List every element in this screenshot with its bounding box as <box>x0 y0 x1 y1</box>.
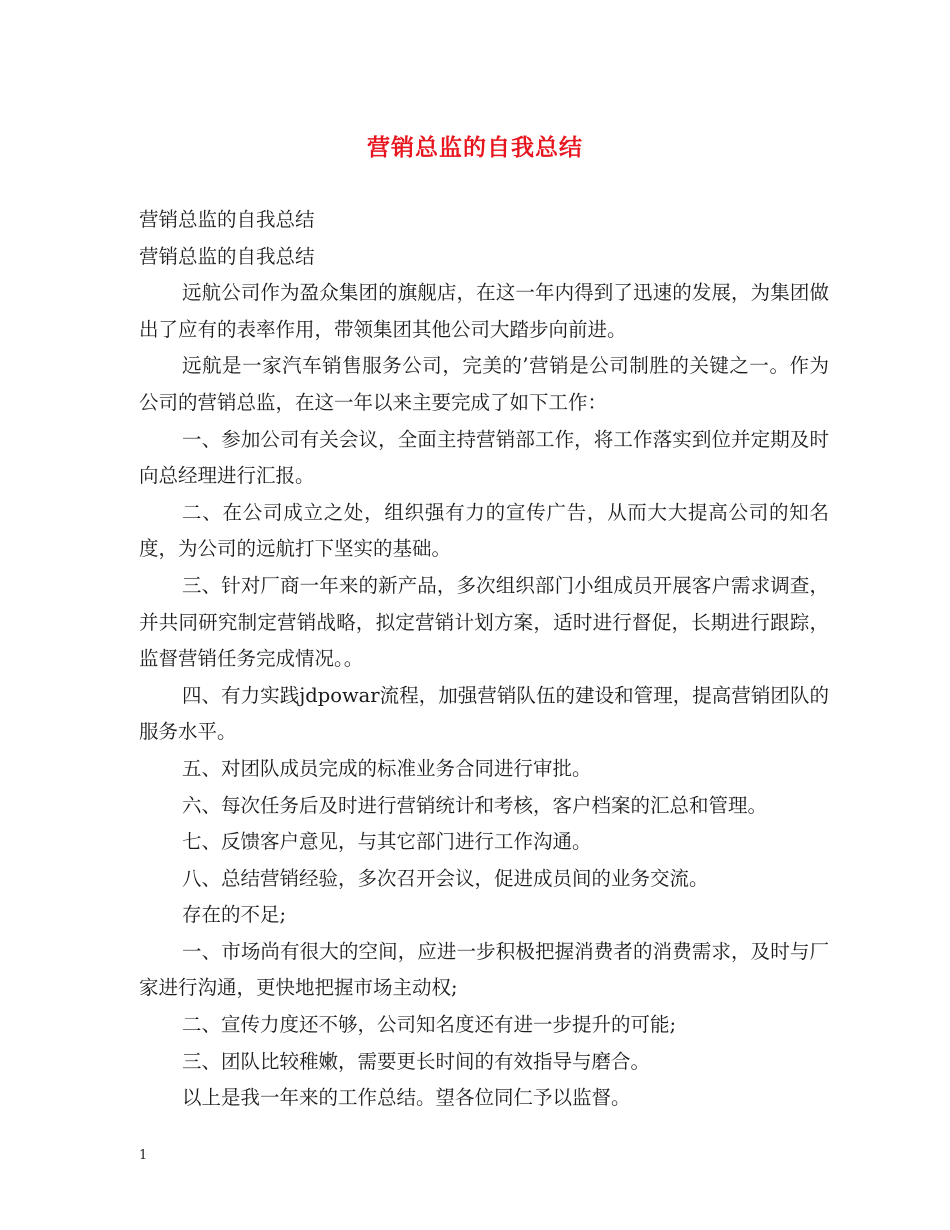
paragraph: 四、有力实践jdpowar流程，加强营销队伍的建设和管理，提高营销团队的服务水平。 <box>139 683 829 744</box>
paragraph: 二、在公司成立之处，组织强有力的宣传广告，从而大大提高公司的知名度，为公司的远航打下坚实的基础。 <box>139 500 829 561</box>
paragraph: 一、市场尚有很大的空间，应进一步积极把握消费者的消费需求，及时与厂家进行沟通，更快地把握市场主动权; <box>139 939 829 1000</box>
document-body <box>139 202 829 1117</box>
paragraph: 六、每次任务后及时进行营销统计和考核，客户档案的汇总和管理。 <box>182 793 768 817</box>
paragraph: 远航公司作为盈众集团的旗舰店，在这一年内得到了迅速的发展，为集团做出了应有的表率作用，带领集团其他公司大踏步向前进。 <box>139 281 829 341</box>
paragraph: 二、宣传力度还不够，公司知名度还有进一步提升的可能; <box>182 1013 677 1037</box>
paragraph: 一、参加公司有关会议，全面主持营销部工作，将工作落实到位并定期及时向总经理进行汇报。 <box>139 427 829 488</box>
paragraph: 存在的不足; <box>182 903 287 927</box>
page-number: 1 <box>139 1148 148 1163</box>
document-title: 营销总监的自我总结 <box>367 134 583 161</box>
paragraph: 三、针对厂商一年来的新产品，多次组织部门小组成员开展客户需求调查，并共同研究制定营销战略，拟定营销计划方案，适时进行督促，长期进行跟踪，监督营销任务完成情况。。 <box>139 573 829 671</box>
paragraph: 八、总结营销经验，多次召开会议，促进成员间的业务交流。 <box>182 866 709 890</box>
paragraph: 三、团队比较稚嫩，需要更长时间的有效指导与磨合。 <box>182 1049 651 1073</box>
subtitle-line: 营销总监的自我总结 <box>139 208 315 231</box>
paragraph: 远航是一家汽车销售服务公司，完美的’营销是公司制胜的关键之一。作为公司的营销总监，在这一年以来主要完成了如下工作： <box>139 354 829 414</box>
paragraph: 五、对团队成员完成的标准业务合同进行审批。 <box>182 756 592 780</box>
paragraph: 以上是我一年来的工作总结。望各位同仁予以监督。 <box>182 1086 631 1110</box>
paragraph: 七、反馈客户意见，与其它部门进行工作沟通。 <box>182 830 592 854</box>
subtitle-line: 营销总监的自我总结 <box>139 244 315 268</box>
